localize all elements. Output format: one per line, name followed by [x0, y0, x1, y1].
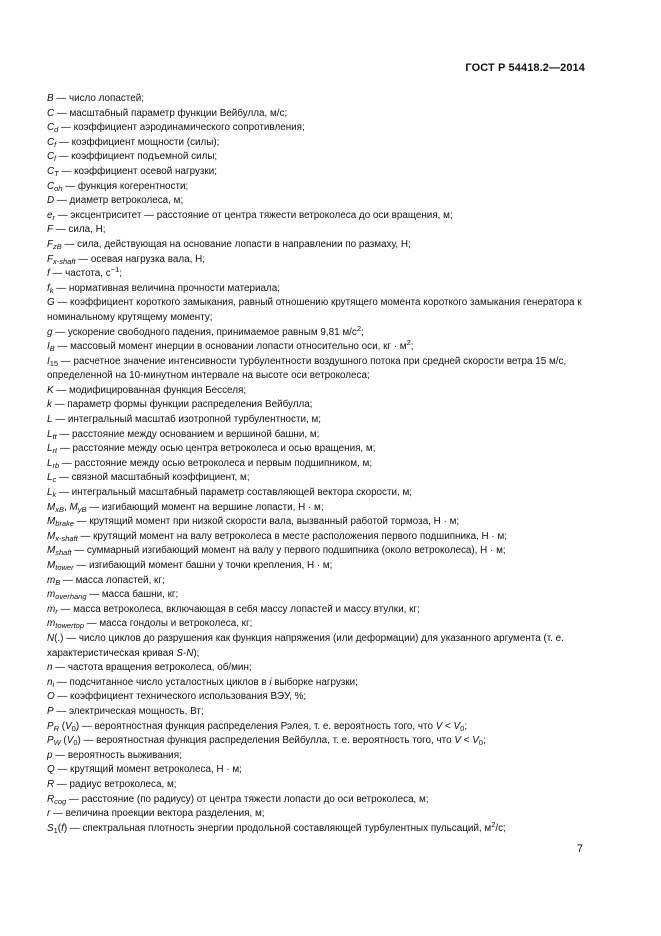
symbol: r	[47, 808, 51, 820]
symbol-entry	[47, 442, 605, 457]
symbol: O	[47, 691, 55, 703]
symbol-entry	[47, 340, 605, 355]
symbol: $M_{brake}$	[47, 516, 74, 529]
symbol: $F_{x-shaft}$	[47, 253, 76, 266]
symbol-description: — коэффициент короткого замыкания, равный отношению крутящего момента короткого замыкания генератора к номинальному крутящему моменту;	[47, 297, 582, 323]
document-code: ГОСТ Р 54418.2—2014	[465, 62, 585, 74]
symbol-entry	[47, 559, 605, 574]
symbol-entry	[47, 355, 605, 384]
symbol-entry	[47, 136, 605, 151]
symbol: $m_{overhang}$	[47, 589, 87, 602]
symbol-description: — сила, Н;	[53, 224, 106, 236]
symbol-entry	[47, 471, 605, 486]
symbol: $L_{tt}$	[47, 428, 57, 441]
symbol: g	[47, 326, 53, 338]
symbol-description: — радиус ветроколеса, м;	[54, 778, 177, 790]
symbol-entry	[47, 428, 605, 443]
symbol-description: — масштабный параметр функции Вейбулла, м/с;	[54, 107, 288, 119]
symbol-entry	[47, 457, 605, 472]
symbol: F	[47, 224, 54, 236]
symbol: $C_T$	[47, 165, 59, 178]
symbol-entry	[47, 661, 605, 676]
symbol-entry	[47, 253, 605, 268]
symbol-description: — коэффициент технического использования ВЭУ, %;	[54, 691, 307, 703]
symbol-description: — расчетное значение интенсивности турбулентности воздушного потока при средней скорости ветра 15 м/с, определенной на 10-минутном интервале на высоте оси ветроколеса;	[47, 355, 567, 382]
symbol-entry	[47, 486, 605, 501]
symbol-entry	[47, 238, 605, 253]
symbol-description: — коэффициент подъемной силы;	[55, 151, 218, 163]
symbol-description: — расстояние (по радиусу) от центра тяжести лопасти до оси ветроколеса, м;	[66, 793, 429, 805]
symbol: k	[47, 399, 52, 411]
symbol-description: — спектральная плотность энергии продольной составляющей турбулентных пульсаций, $м^2/с$;	[67, 819, 506, 834]
symbol-description: — нормативная величина прочности материала;	[53, 282, 281, 294]
symbol: $R_{cog}$	[47, 793, 67, 806]
symbol-description: — расстояние между основанием и вершиной башни, м;	[56, 428, 320, 440]
symbol: n	[47, 662, 53, 674]
symbol-description: — вероятностная функция распределения Вейбулла, т. е. вероятность того, что $V < V_0$;	[80, 735, 486, 748]
symbol-entry	[47, 398, 605, 413]
symbol: C	[47, 107, 55, 119]
symbol: $M_{tower}$	[47, 560, 74, 572]
symbol: f	[47, 268, 50, 280]
symbol-description: — масса башни, кг;	[86, 589, 179, 601]
symbol-description: — изгибающий момент на вершине лопасти, Н · м;	[86, 501, 324, 513]
symbol: $L_c$	[47, 472, 57, 485]
symbol: K	[47, 384, 54, 396]
symbol-description: — подсчитанное число усталостных циклов в i выборке нагрузки;	[54, 676, 358, 688]
symbol-description: — интегральный масштаб изотропной турбулентности, м;	[52, 414, 322, 426]
symbol-entry	[47, 588, 605, 603]
symbol-description: — частота, $с^{-1}$;	[49, 265, 123, 280]
symbol-entry	[47, 194, 605, 209]
symbol-description: — суммарный изгибающий момент на валу у первого подшипника (около ветроколеса), Н · м;	[71, 545, 506, 557]
symbol-entry	[47, 150, 605, 165]
symbol-description: — масса гондолы и ветроколеса, кг;	[84, 618, 253, 630]
symbol-entry	[47, 807, 605, 822]
symbol-description: — осевая нагрузка вала, Н;	[75, 253, 205, 265]
symbol: $S_1(f)$	[47, 822, 68, 835]
symbol-entry	[47, 617, 605, 632]
symbol: P	[47, 705, 54, 717]
symbol-entry	[47, 209, 605, 224]
page-number: 7	[576, 843, 583, 855]
symbol: B	[47, 93, 54, 104]
symbol: $P_R$ $(V_0)$	[47, 720, 80, 733]
symbol-description: — электрическая мощность, Вт;	[53, 705, 204, 717]
symbol-description: — крутящий момент при низкой скорости вала, вызванный работой тормоза, Н · м;	[74, 516, 460, 528]
symbol-entry	[47, 676, 605, 691]
symbol: $C_d$	[47, 122, 59, 135]
symbol-description: — расстояние между осью ветроколеса и первым подшипником, м;	[59, 457, 373, 469]
symbol-description: — крутящий момент ветроколеса, Н · м;	[54, 764, 242, 776]
symbol-description: — функция когерентности;	[62, 180, 189, 192]
symbol: G	[47, 297, 55, 309]
symbol: $I_B$	[47, 341, 55, 354]
symbol: $M_{xB}$, $M_{yB}$	[47, 501, 87, 514]
symbol-entry	[47, 180, 605, 195]
symbol-description: — вероятностная функция распределения Рэлея, т. е. вероятность того, что $V < V_0$;	[79, 720, 468, 733]
symbol: $f_k$	[47, 282, 54, 295]
symbol-entry	[47, 282, 605, 297]
symbol-description: — массовый момент инерции в основании лопасти относительно оси, кг · $м^2$;	[54, 338, 414, 353]
symbol: Q	[47, 764, 55, 776]
symbol: $L_{rb}$	[47, 457, 60, 470]
symbol: $C_f$	[47, 136, 57, 149]
symbol: $C_{oh}$	[47, 180, 63, 193]
symbol-description: — параметр формы функции распределения Вейбулла;	[51, 399, 313, 411]
symbol: $e_r$	[47, 209, 55, 222]
symbol: $C_l$	[47, 151, 56, 164]
symbol-entry	[47, 720, 605, 735]
symbol-description: — число циклов до разрушения как функция напряжения (или деформации) для указанного аргумента (т. е. характеристическая кривая S-N);	[47, 632, 564, 659]
symbol-entry	[47, 413, 605, 428]
symbol-entry	[47, 749, 605, 764]
symbol-entry	[47, 778, 605, 793]
symbol: $P_W$ $(V_0)$	[47, 735, 81, 748]
symbol-entry	[47, 819, 605, 837]
symbol: $L_k$	[47, 487, 57, 500]
symbol: $n_i$	[47, 676, 55, 689]
symbol-description: — число лопастей;	[53, 93, 144, 104]
symbol-entry	[47, 690, 605, 705]
symbol: D	[47, 195, 55, 207]
symbol-description: — модифицированная функция Бесселя;	[53, 384, 247, 396]
symbol-entry	[47, 734, 605, 749]
symbol-description: — расстояние между осью центра ветроколеса и осью вращения, м;	[57, 443, 376, 455]
symbol: $M_{shaft}$	[47, 545, 72, 558]
symbols-list	[47, 92, 605, 836]
symbol-entry	[47, 296, 605, 325]
symbol-description: — вероятность выживания;	[52, 749, 182, 761]
symbol: N(.)	[47, 632, 64, 644]
symbol-description: — изгибающий момент башни у точки крепления, Н · м;	[73, 560, 333, 571]
symbol-description: — масса ветроколеса, включающая в себя массу лопастей и массу втулки, кг;	[57, 603, 420, 615]
symbol: $m_{towertop}$	[47, 618, 85, 631]
symbol-entry	[47, 603, 605, 618]
symbol-description: — коэффициент мощности (силы);	[56, 136, 220, 148]
symbol-entry	[47, 544, 605, 559]
symbol-entry	[47, 323, 605, 341]
symbol-description: — частота вращения ветроколеса, об/мин;	[52, 662, 252, 674]
symbol-entry	[47, 92, 605, 107]
symbol: $L_{rt}$	[47, 443, 58, 456]
symbol: L	[47, 414, 53, 426]
symbol-description: — ускорение свободного падения, принимаемое равным 9,81 $м/с^2$;	[52, 323, 364, 338]
symbol: $M_{x-shaft}$	[47, 530, 78, 543]
symbol-entry	[47, 107, 605, 122]
symbol-description: — коэффициент осевой нагрузки;	[58, 165, 217, 177]
symbol-entry	[47, 705, 605, 720]
symbol-entry	[47, 121, 605, 136]
symbol-entry	[47, 501, 605, 516]
symbol-description: — величина проекции вектора разделения, м;	[50, 808, 265, 820]
symbol-entry	[47, 267, 605, 282]
symbol: p	[47, 749, 53, 761]
symbol-entry	[47, 223, 605, 238]
symbol: $m_r$	[47, 603, 58, 616]
symbol-description: — крутящий момент на валу ветроколеса в месте расположения первого подшипника, Н · м;	[77, 530, 507, 542]
symbol-description: — масса лопастей, кг;	[60, 574, 165, 586]
symbol-entry	[47, 515, 605, 530]
symbol: R	[47, 778, 55, 790]
symbol-description: — коэффициент аэродинамического сопротивления;	[58, 122, 305, 134]
symbol-entry	[47, 530, 605, 545]
symbol: $m_B$	[47, 574, 61, 587]
symbol-entry	[47, 165, 605, 180]
symbol-description: — интегральный масштабный параметр составляющей вектора скорости, м;	[56, 487, 413, 499]
symbol-description: — эксцентриситет — расстояние от центра тяжести ветроколеса до оси вращения, м;	[55, 209, 453, 221]
symbol-entry	[47, 574, 605, 589]
symbol-description: — связной масштабный коэффициент, м;	[56, 472, 250, 484]
symbol-description: — диаметр ветроколеса, м;	[54, 195, 184, 207]
symbol: $I_{15}$	[47, 355, 59, 368]
symbol: $F_{zB}$	[47, 238, 62, 251]
symbol-entry	[47, 632, 605, 661]
symbol-entry	[47, 793, 605, 808]
symbol-description: — сила, действующая на основание лопасти в направлении по размаху, Н;	[61, 238, 411, 250]
symbol-entry	[47, 384, 605, 399]
symbol-entry	[47, 763, 605, 778]
